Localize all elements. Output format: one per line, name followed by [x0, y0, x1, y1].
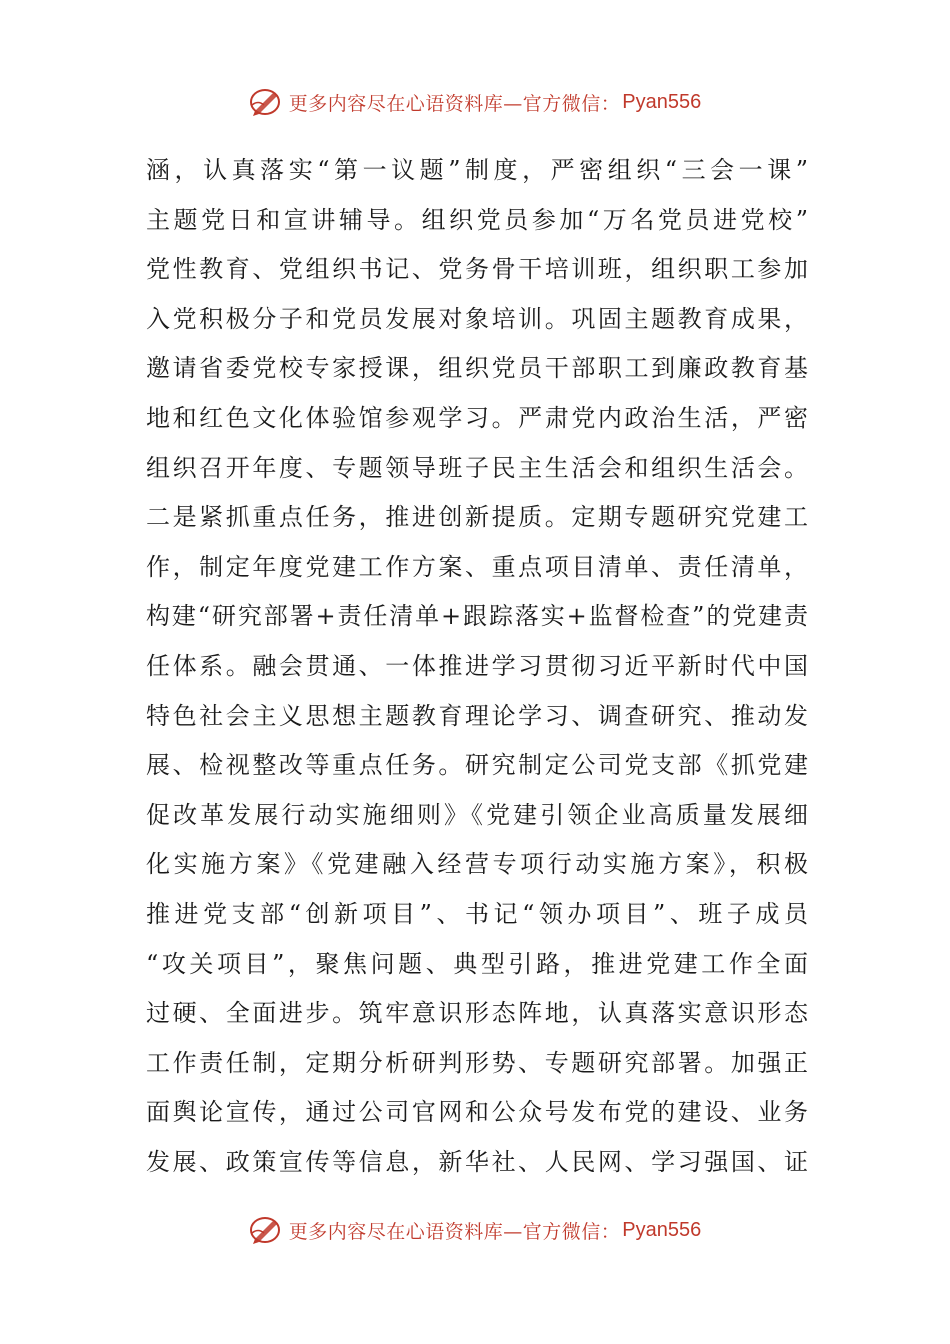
text-line: 特色社会主义思想主题教育理论学习、调查研究、推动发 [146, 701, 808, 730]
text-line: 促改革发展行动实施细则》《党建引领企业高质量发展细 [146, 800, 808, 829]
header-watermark [0, 84, 950, 120]
text-line: 工作责任制，定期分析研判形势、专题研究部署。加强正 [146, 1048, 808, 1077]
text-line: 地和红色文化体验馆参观学习。严肃党内政治生活，严密 [146, 403, 808, 432]
watermark-wechat-id: Pyan556 [622, 1218, 702, 1241]
text-line: 二是紧抓重点任务，推进创新提质。定期专题研究党建工 [146, 503, 808, 532]
text-line: 任体系。融会贯通、一体推进学习贯彻习近平新时代中国 [146, 651, 808, 680]
watermark-text: 更多内容尽在心语资料库—官方微信： [288, 1220, 621, 1243]
text-line: 涵，认真落实“第一议题”制度，严密组织“三会一课” [146, 156, 808, 184]
text-line: 党性教育、党组织书记、党务骨干培训班，组织职工参加 [146, 255, 808, 284]
text-line: 邀请省委党校专家授课，组织党员干部职工到廉政教育基 [146, 354, 808, 383]
text-line: 展、检视整改等重点任务。研究制定公司党支部《抓党建 [146, 751, 808, 780]
text-line: “攻关项目”，聚焦问题、典型引路，推进党建工作全面 [146, 949, 808, 978]
footer-watermark [0, 1212, 950, 1248]
text-line: 过硬、全面进步。筑牢意识形态阵地，认真落实意识形态 [146, 999, 808, 1028]
text-line: 面舆论宣传，通过公司官网和公众号发布党的建设、业务 [146, 1098, 808, 1127]
text-line: 入党积极分子和党员发展对象培训。巩固主题教育成果， [146, 304, 808, 333]
text-line: 推进党支部“创新项目”、书记“领办项目”、班子成员 [146, 899, 808, 928]
text-line: 发展、政策宣传等信息，新华社、人民网、学习强国、证 [146, 1147, 808, 1176]
document-body [146, 146, 808, 1187]
pen-logo-icon [249, 1215, 283, 1245]
pen-logo-icon [249, 87, 283, 117]
watermark-text: 更多内容尽在心语资料库—官方微信： [288, 92, 621, 115]
text-line: 组织召开年度、专题领导班子民主生活会和组织生活会。 [146, 453, 808, 482]
text-line: 作，制定年度党建工作方案、重点项目清单、责任清单， [146, 552, 808, 581]
text-line: 构建“研究部署+责任清单+跟踪落实+监督检查”的党建责 [146, 602, 808, 631]
watermark-wechat-id: Pyan556 [622, 90, 702, 113]
text-line: 化实施方案》《党建融入经营专项行动实施方案》，积极 [146, 850, 808, 879]
text-line: 主题党日和宣讲辅导。组织党员参加“万名党员进党校” [146, 205, 808, 234]
